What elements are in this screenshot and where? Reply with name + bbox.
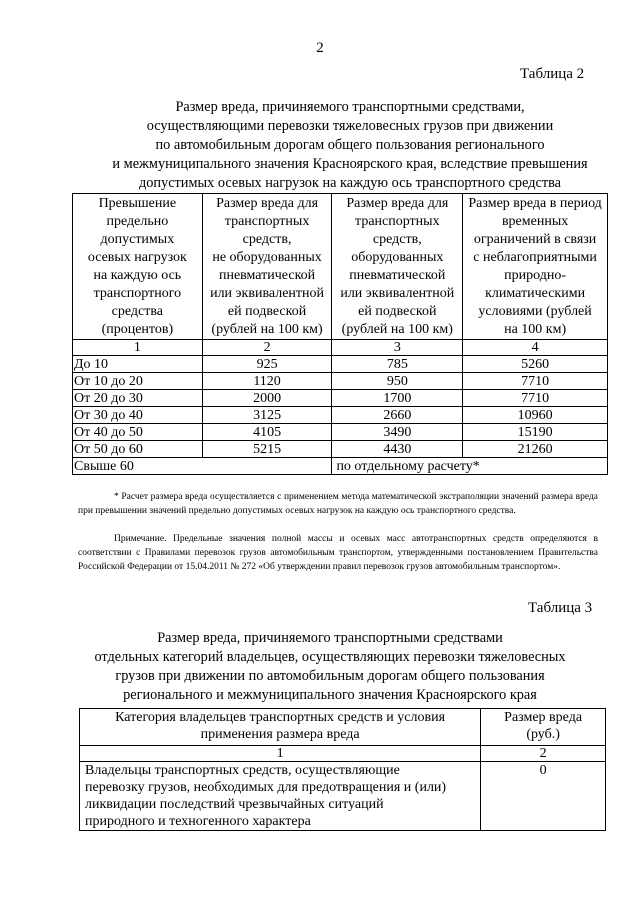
row-range: От 30 до 40 [73,407,203,424]
damage-table-3 [79,708,606,831]
table-row [73,424,608,441]
table-row [73,407,608,424]
row-value: 950 [332,373,463,390]
table-row [73,356,608,373]
column-number-row [73,340,608,356]
row-value: 2000 [202,390,332,407]
row-value: 7710 [463,373,608,390]
table-2-label: Таблица 2 [520,66,585,82]
header-cell-restrictions: Размер вреда в период временных ограничений в связи с неблагоприятными природно- климатическими условиями (рублей на 100 км) [463,194,608,340]
column-number: 1 [80,746,481,762]
row-range: От 40 до 50 [73,424,203,441]
row-value: 15190 [463,424,608,441]
row-value: 21260 [463,441,608,458]
row-value: 4430 [332,441,463,458]
damage-table-2 [72,193,608,475]
row-value: 925 [202,356,332,373]
row-value: 3490 [332,424,463,441]
row-range: Свыше 60 [73,458,332,475]
table-header-row [80,709,606,746]
column-number: 2 [202,340,332,356]
row-value: 5260 [463,356,608,373]
row-value: 1700 [332,390,463,407]
title-line: регионального и межмуниципального значения Красноярского края [123,687,537,703]
row-range: До 10 [73,356,203,373]
row-range: От 20 до 30 [73,390,203,407]
row-value: 2660 [332,407,463,424]
table-row [73,441,608,458]
table-2-note: Примечание. Предельные значения полной массы и осевых масс автотранспортных средств определяются в соответствии с Правилами перевозок грузов автомобильным транспортом, утвержденными постановлением Правительства Российской Федерации от 15.04.2011 № 272 «Об утверждении правил перевозок грузов автомобильным транспортом». [78,534,598,572]
title-line: и межмуниципального значения Красноярского края, вследствие превышения [112,156,588,172]
row-value: 4105 [202,424,332,441]
separate-calculation-note: по отдельному расчету* [332,458,608,475]
table-row [80,762,606,831]
row-value: 785 [332,356,463,373]
column-number: 1 [73,340,203,356]
header-cell-damage: Размер вреда (руб.) [481,709,606,746]
header-cell-overload: Превышение предельно допустимых осевых нагрузок на каждую ось транспортного средства (процентов) [73,194,203,340]
title-line: осуществляющими перевозки тяжеловесных грузов при движении [146,118,554,134]
header-cell-category: Категория владельцев транспортных средств и условия применения размера вреда [80,709,481,746]
row-range: От 50 до 60 [73,441,203,458]
column-number-row [80,746,606,762]
row-value: 10960 [463,407,608,424]
damage-value: 0 [481,762,606,831]
column-number: 3 [332,340,463,356]
row-range: От 10 до 20 [73,373,203,390]
title-line: Размер вреда, причиняемого транспортными средствами [157,630,503,646]
table-header-row [73,194,608,340]
column-number: 2 [481,746,606,762]
header-cell-pneumatic: Размер вреда для транспортных средств, оборудованных пневматической или эквивалентной ей подвеской (рублей на 100 км) [332,194,463,340]
table-3-title [40,629,620,705]
row-value: 7710 [463,390,608,407]
table-row-last [73,458,608,475]
page-number: 2 [316,40,324,56]
row-value: 5215 [202,441,332,458]
category-cell: Владельцы транспортных средств, осуществляющие перевозку грузов, необходимых для предотвращения и (или) ликвидации последствий чрезвычайных ситуаций природного и техногенного характера [80,762,481,831]
title-line: грузов при движении по автомобильным дорогам общего пользования [115,668,545,684]
title-line: допустимых осевых нагрузок на каждую ось транспортного средства [138,175,562,191]
header-cell-no-pneumatic: Размер вреда для транспортных средств, не оборудованных пневматической или эквивалентной ей подвеской (рублей на 100 км) [202,194,332,340]
table-row [73,373,608,390]
table-2-title [60,98,640,193]
table-3-label: Таблица 3 [528,600,593,616]
table-row [73,390,608,407]
table-2-footnote: * Расчет размера вреда осуществляется с применением метода математической экстраполяции значений размера вреда при превышении значений предельно допустимых осевых нагрузок на каждую ось транспортного средства. [78,492,598,516]
row-value: 1120 [202,373,332,390]
row-value: 3125 [202,407,332,424]
title-line: Размер вреда, причиняемого транспортными средствами, [175,99,525,115]
title-line: по автомобильным дорогам общего пользования регионального [155,137,545,153]
title-line: отдельных категорий владельцев, осуществляющих перевозки тяжеловесных [94,649,566,665]
column-number: 4 [463,340,608,356]
